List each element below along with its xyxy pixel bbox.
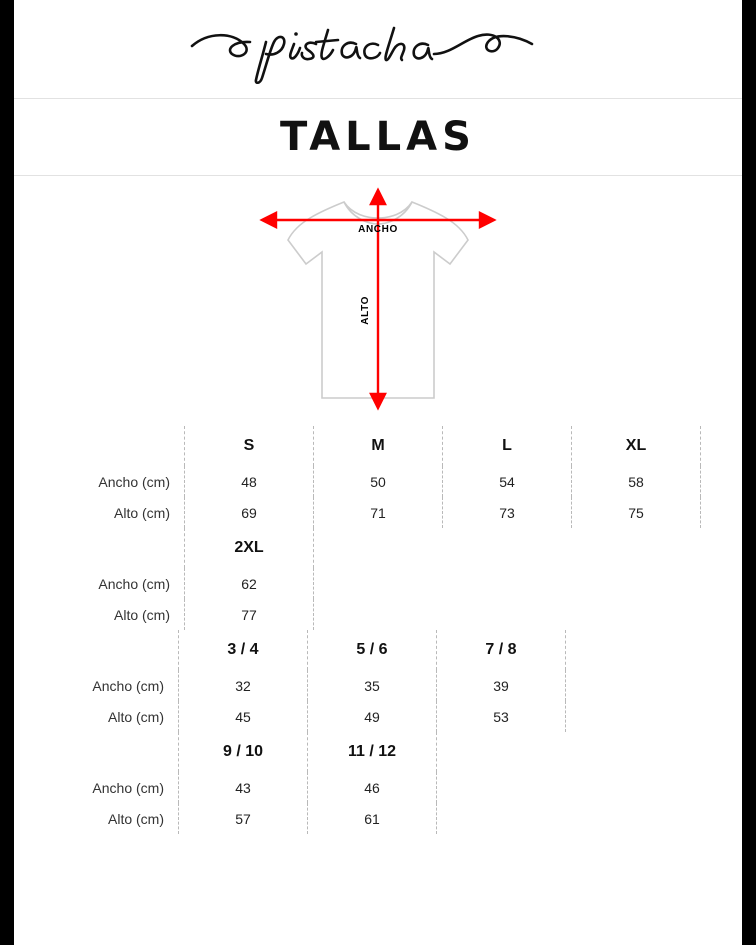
size-table-kids-1 (14, 630, 566, 732)
row-label-ancho: Ancho (cm) (92, 677, 164, 694)
table-row (14, 772, 437, 803)
table-row (14, 466, 701, 497)
table-row (14, 803, 437, 834)
size-header-m: M (314, 426, 443, 466)
cell-ancho-m: 50 (314, 466, 443, 497)
brand-logo (188, 14, 568, 84)
row-label-ancho: Ancho (cm) (98, 473, 170, 490)
width-dimension-label: ANCHO (358, 224, 398, 235)
cell-ancho-3-4: 32 (179, 670, 308, 701)
table-header-row (14, 732, 437, 772)
table-header-row (14, 528, 314, 568)
table-row (14, 497, 701, 528)
page-title: TALLAS (280, 114, 476, 160)
cell-alto-2xl: 77 (185, 599, 314, 630)
row-label-ancho: Ancho (cm) (98, 575, 170, 592)
row-label-alto: Alto (cm) (114, 504, 170, 521)
size-header-11-12: 11 / 12 (308, 732, 437, 772)
table-row (14, 670, 566, 701)
size-header-s: S (185, 426, 314, 466)
row-label-ancho: Ancho (cm) (92, 779, 164, 796)
row-label-alto: Alto (cm) (108, 810, 164, 827)
row-label-alto: Alto (cm) (108, 708, 164, 725)
height-dimension-label: ALTO (360, 296, 371, 325)
brand-header (14, 0, 742, 99)
cell-alto-3-4: 45 (179, 701, 308, 732)
cell-alto-l: 73 (443, 497, 572, 528)
size-header-xl: XL (572, 426, 701, 466)
size-header-7-8: 7 / 8 (437, 630, 566, 670)
page-inner (14, 0, 742, 945)
size-tables (14, 426, 742, 834)
page-title-band (14, 99, 742, 176)
size-header-5-6: 5 / 6 (308, 630, 437, 670)
table-header-row (14, 426, 701, 466)
script-wordmark-logo-icon (188, 14, 568, 84)
cell-alto-7-8: 53 (437, 701, 566, 732)
cell-alto-5-6: 49 (308, 701, 437, 732)
cell-ancho-7-8: 39 (437, 670, 566, 701)
size-header-3-4: 3 / 4 (179, 630, 308, 670)
tshirt-outline-icon (248, 180, 508, 425)
cell-ancho-11-12: 46 (308, 772, 437, 803)
size-header-l: L (443, 426, 572, 466)
table-header-row (14, 630, 566, 670)
tshirt-diagram (14, 176, 742, 426)
cell-alto-s: 69 (185, 497, 314, 528)
cell-ancho-9-10: 43 (179, 772, 308, 803)
size-header-2xl: 2XL (185, 528, 314, 568)
row-label-alto: Alto (cm) (114, 606, 170, 623)
cell-ancho-xl: 58 (572, 466, 701, 497)
size-table-adult-2 (14, 528, 314, 630)
cell-ancho-2xl: 62 (185, 568, 314, 599)
table-row (14, 701, 566, 732)
cell-alto-9-10: 57 (179, 803, 308, 834)
cell-ancho-l: 54 (443, 466, 572, 497)
table-row (14, 568, 314, 599)
size-table-kids-2 (14, 732, 437, 834)
cell-alto-xl: 75 (572, 497, 701, 528)
cell-alto-11-12: 61 (308, 803, 437, 834)
cell-alto-m: 71 (314, 497, 443, 528)
size-table-adult-1 (14, 426, 701, 528)
cell-ancho-s: 48 (185, 466, 314, 497)
size-header-9-10: 9 / 10 (179, 732, 308, 772)
table-row (14, 599, 314, 630)
cell-ancho-5-6: 35 (308, 670, 437, 701)
